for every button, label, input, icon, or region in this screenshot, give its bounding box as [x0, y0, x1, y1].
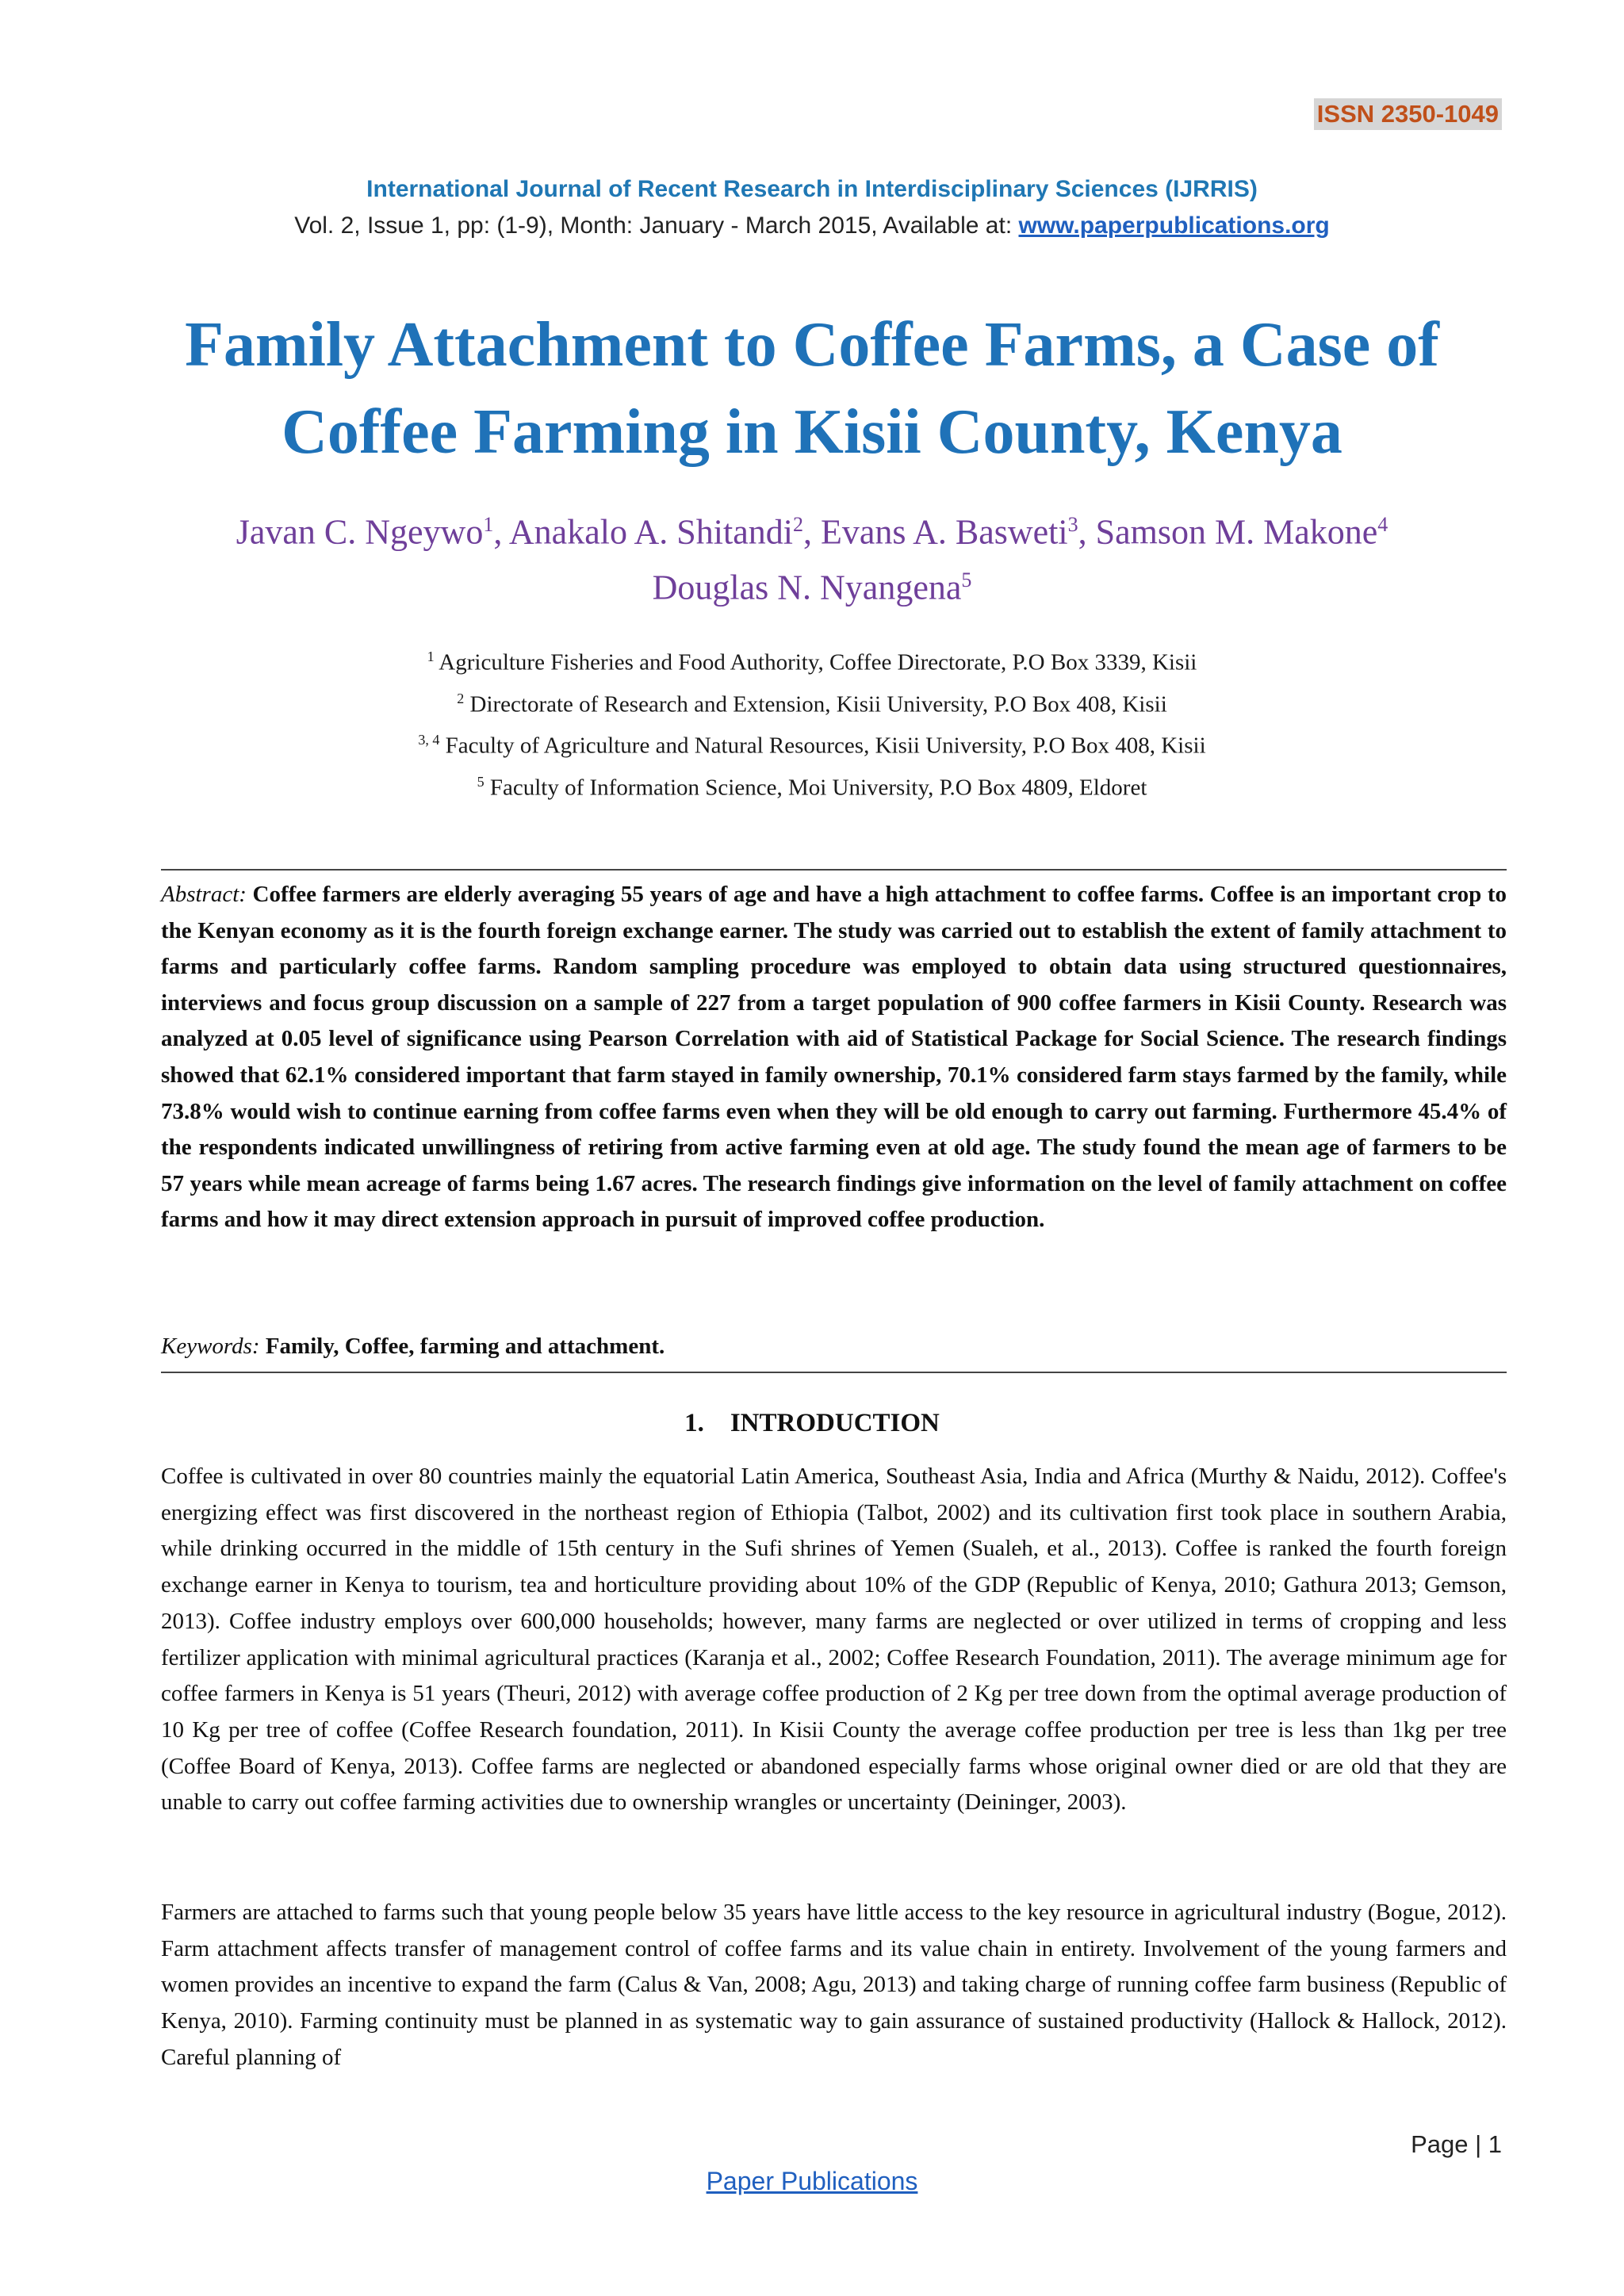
journal-info [0, 209, 1624, 243]
paper-title-line-1: Family Attachment to Coffee Farms, a Case of [185, 310, 1439, 380]
section-number: 1. [684, 1409, 704, 1437]
author-sup: 2 [792, 513, 803, 536]
author: Samson M. Makone [1095, 512, 1378, 552]
publisher-link[interactable]: Paper Publications [706, 2167, 918, 2195]
abstract-text: Coffee farmers are elderly averaging 55 years of age and have a high attachment to coffee farms. Coffee is an important crop to the Kenyan economy as it is the fourth foreign exchange earner. The study was carried out to establish the extent of family attachment to farms and particularly coffee farms. Random sampling procedure was employed to obtain data using structured questionnaires, interviews and focus group discussion on a sample of 227 from a target population of 900 coffee farmers in Kisii County. Research was analyzed at 0.05 level of significance using Pearson Correlation with aid of Statistical Package for Social Science. The research findings showed that 62.1% considered important that farm stayed in family ownership, 70.1% considered farm stays farmed by the family, while 73.8% would wish to continue earning from coffee farms even when they will be old enough to carry out farming. Furthermore 45.4% of the respondents indicated unwillingness of retiring from active farming even at old age. The study found the mean age of farmers to be 57 years while mean acreage of farms being 1.67 acres. The research findings give information on the level of family attachment on coffee farms and how it may direct extension approach in pursuit of improved coffee production. [161, 882, 1507, 1233]
affiliation-sup: 1 [427, 649, 435, 664]
author: Javan C. Ngeywo [236, 512, 484, 552]
affiliation [143, 681, 1481, 723]
abstract-top-rule [161, 869, 1507, 871]
journal-issue-text: Vol. 2, Issue 1, pp: (1-9), Month: January - March 2015, Available at: [294, 212, 1019, 239]
abstract-block [161, 877, 1507, 1238]
author-separator: , [1078, 512, 1096, 552]
affiliation-text: Agriculture Fisheries and Food Authority, Coffee Directorate, P.O Box 3339, Kisii [434, 649, 1197, 675]
paper-title [143, 301, 1481, 476]
author-sup: 4 [1377, 513, 1388, 536]
author: Douglas N. Nyangena [652, 568, 962, 607]
journal-name: International Journal of Recent Research in Interdisciplinary Sciences (IJRRIS) [366, 176, 1258, 202]
body-paragraph: Farmers are attached to farms such that young people below 35 years have little access to the key resource in agricultural industry (Bogue, 2012). Farm attachment affects transfer of management control of coffee farms and its value chain in entirety. Involvement of the young farmers and women provides an incentive to expand the farm (Calus & Van, 2008; Agu, 2013) and taking charge of running coffee farm business (Republic of Kenya, 2010). Farming continuity must be planned in as systematic way to gain assurance of sustained productivity (Hallock & Hallock, 2012). Careful planning of [161, 1900, 1507, 2070]
abstract-bottom-rule [161, 1372, 1507, 1373]
affiliation-text: Faculty of Agriculture and Natural Resources, Kisii University, P.O Box 408, Kisii [439, 733, 1206, 759]
affiliation-sup: 2 [457, 690, 465, 706]
affiliation [143, 639, 1481, 681]
section-title: INTRODUCTION [730, 1409, 940, 1437]
affiliation-sup: 3, 4 [418, 732, 440, 748]
keywords-line [161, 1329, 1507, 1364]
affiliation-text: Directorate of Research and Extension, Kisii University, P.O Box 408, Kisii [464, 691, 1167, 718]
author-sup: 3 [1067, 513, 1078, 536]
page-number: Page | 1 [1411, 2130, 1502, 2158]
author: Evans A. Basweti [820, 512, 1068, 552]
journal-url-link[interactable]: www.paperpublications.org [1018, 212, 1330, 239]
keywords-text: Family, Coffee, farming and attachment. [259, 1334, 665, 1359]
affiliation-sup: 5 [477, 773, 485, 790]
author-list [143, 501, 1481, 611]
affiliation-list [143, 639, 1481, 806]
issn-badge: ISSN 2350-1049 [1314, 98, 1502, 130]
author-separator: , [802, 512, 821, 552]
author-sup: 5 [961, 568, 972, 591]
affiliation [143, 722, 1481, 764]
affiliation-text: Faculty of Information Science, Moi University, P.O Box 4809, Eldoret [484, 775, 1147, 801]
paper-title-line-2: Coffee Farming in Kisii County, Kenya [282, 397, 1342, 467]
publisher-footer [0, 2164, 1624, 2198]
keywords-label: Keywords: [161, 1334, 260, 1359]
affiliation [143, 764, 1481, 806]
abstract-label: Abstract: [161, 882, 247, 907]
section-heading [0, 1404, 1624, 1442]
author-separator: , [493, 512, 509, 552]
author: Anakalo A. Shitandi [508, 512, 793, 552]
author-sup: 1 [483, 513, 494, 536]
body-paragraph: Coffee is cultivated in over 80 countries mainly the equatorial Latin America, Southeast Asia, India and Africa (Murthy & Naidu, 2012). Coffee's energizing effect was first discovered in the northeast region of Ethiopia (Talbot, 2002) and its cultivation first took place in southern Arabia, while drinking occurred in the middle of 15th century in the Sufi shrines of Yemen (Sualeh, et al., 2013). Coffee is ranked the fourth foreign exchange earner in Kenya to tourism, tea and horticulture providing about 10% of the GDP (Republic of Kenya, 2010; Gathura 2013; Gemson, 2013). Coffee industry employs over 600,000 households; however, many farms are neglected or over utilized in terms of cropping and less fertilizer application with minimal agricultural practices (Karanja et al., 2002; Coffee Research Foundation, 2011). The average minimum age for coffee farmers in Kenya is 51 years (Theuri, 2012) with average coffee production of 2 Kg per tree down from the optimal average production of 10 Kg per tree of coffee (Coffee Research foundation, 2011). In Kisii County the average coffee production per tree is less than 1kg per tree (Coffee Board of Kenya, 2013). Coffee farms are neglected or abandoned especially farms whose original owner died or are old that they are unable to carry out coffee farming activities due to ownership wrangles or uncertainty (Deininger, 2003). [161, 1464, 1507, 1816]
